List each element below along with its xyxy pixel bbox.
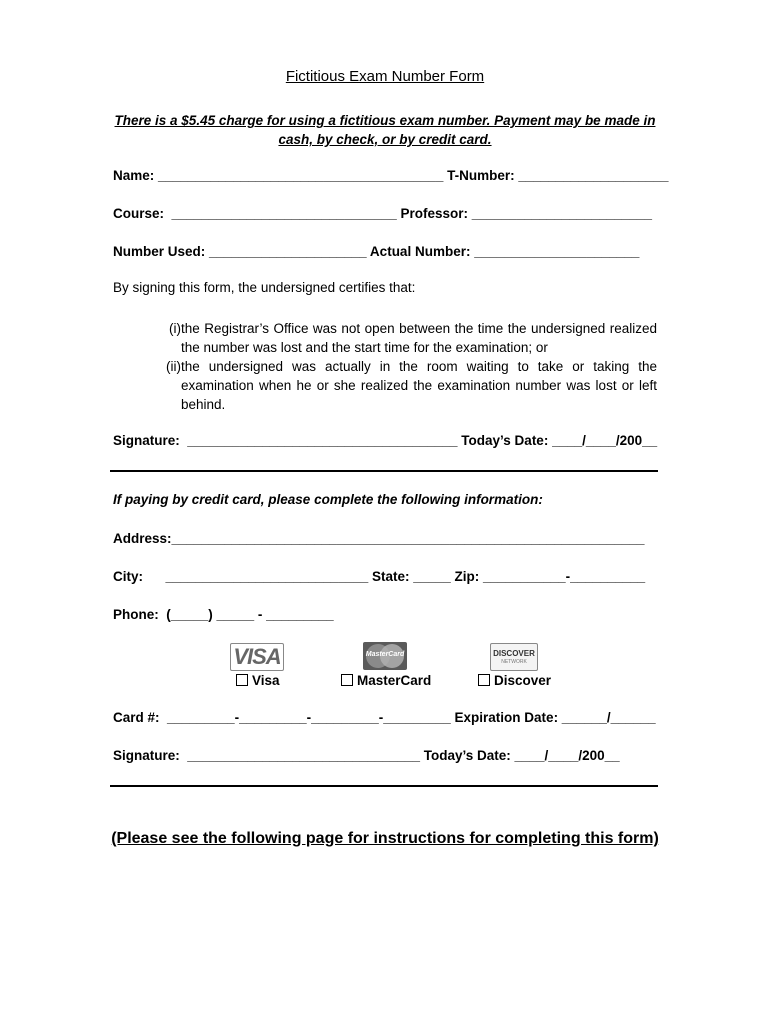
signature-date-text: Signature: ____________________________________ Today’s Date: ____/____/200__ [113, 433, 658, 448]
mastercard-logo-icon [363, 642, 407, 670]
certify-intro: By signing this form, the undersigned certifies that: [113, 280, 416, 295]
instructions-note: (Please see the following page for instructions for completing this form) [111, 830, 659, 847]
form-title: Fictitious Exam Number Form [285, 68, 485, 85]
visa-logo-icon: VISA [230, 643, 284, 671]
clause-number: (i) [169, 321, 181, 336]
mastercard-option[interactable] [341, 673, 431, 688]
clause-i [157, 319, 657, 357]
mastercard-logo-text: MasterCard [365, 651, 405, 658]
discover-logo-subtext: NETWORK [501, 659, 527, 665]
name-tnumber-row[interactable] [113, 168, 669, 188]
discover-logo-text: DISCOVER [493, 649, 535, 658]
discover-logo-icon [490, 643, 538, 671]
number-used-row[interactable] [113, 244, 658, 264]
section-divider [110, 470, 658, 472]
section-divider [110, 785, 658, 787]
address-text: Address:_______________________________________________________________ [113, 531, 645, 546]
charge-notice [90, 111, 680, 149]
course-professor-text: Course: ______________________________ Professor: ________________________ [113, 206, 652, 221]
phone-text: Phone: (_____) _____ - _________ [113, 607, 334, 622]
address-row[interactable] [113, 531, 658, 551]
card-number-row[interactable] [113, 710, 658, 730]
mastercard-checkbox[interactable] [341, 674, 353, 686]
name-tnumber-text: Name: ______________________________________ T-Number: ____________________ [113, 168, 669, 183]
clause-ii [157, 357, 657, 414]
discover-option-label: Discover [494, 673, 552, 688]
city-state-zip-row[interactable] [113, 569, 658, 589]
visa-option-label: Visa [252, 673, 280, 688]
course-professor-row[interactable] [113, 206, 658, 226]
charge-notice-line-1: There is a $5.45 charge for using a fictitious exam number. Payment may be made in [114, 113, 656, 128]
credit-card-heading: If paying by credit card, please complete the following information: [113, 492, 543, 507]
mastercard-option-label: MasterCard [357, 673, 432, 688]
discover-checkbox[interactable] [478, 674, 490, 686]
number-used-text: Number Used: _____________________ Actual Number: ______________________ [113, 244, 640, 259]
cc-signature-date-text: Signature: _______________________________ Today’s Date: ____/____/200__ [113, 748, 620, 763]
phone-row[interactable] [113, 607, 658, 627]
card-number-text: Card #: _________-_________-_________-_________ Expiration Date: ______/______ [113, 710, 656, 725]
discover-option[interactable] [478, 673, 551, 688]
clause-text: the undersigned was actually in the room waiting to take or taking the examination when he or she realized the examination number was lost or left behind. [181, 359, 657, 412]
charge-notice-line-2: cash, by check, or by credit card. [278, 132, 492, 147]
clause-number: (ii) [166, 359, 181, 374]
city-state-zip-text: City: ___________________________ State: _____ Zip: ___________-__________ [113, 569, 646, 584]
visa-option[interactable] [236, 673, 280, 688]
cc-signature-date-row[interactable] [113, 748, 658, 768]
signature-date-row[interactable] [113, 433, 658, 453]
visa-checkbox[interactable] [236, 674, 248, 686]
clause-text: the Registrar’s Office was not open between the time the undersigned realized the number was lost and the start time for the examination; or [181, 321, 657, 355]
